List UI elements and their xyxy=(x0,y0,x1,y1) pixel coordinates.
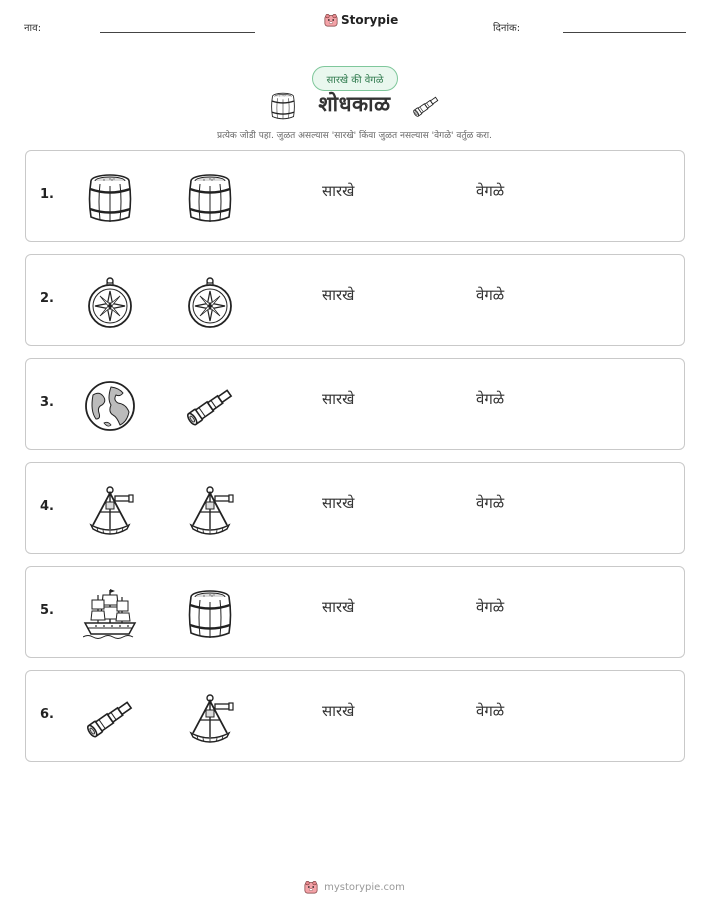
option-different[interactable]: वेगळे xyxy=(476,286,505,304)
barrel-icon xyxy=(183,171,237,225)
question-number: 2. xyxy=(40,291,54,306)
footer xyxy=(0,880,709,894)
name-field-line[interactable] xyxy=(100,32,255,33)
telescope-icon xyxy=(83,691,137,745)
telescope-icon xyxy=(183,379,237,433)
date-field-line[interactable] xyxy=(563,32,686,33)
question-row xyxy=(25,254,685,346)
barrel-icon xyxy=(183,587,237,641)
option-different[interactable]: वेगळे xyxy=(476,598,505,616)
option-same[interactable]: सारखे xyxy=(322,286,355,304)
option-same[interactable]: सारखे xyxy=(322,182,355,200)
telescope-icon xyxy=(410,91,442,121)
question-row xyxy=(25,150,685,242)
question-number: 3. xyxy=(40,395,54,410)
name-label: नाव: xyxy=(24,23,42,34)
question-row xyxy=(25,566,685,658)
option-same[interactable]: सारखे xyxy=(322,494,355,512)
brand-name: Storypie xyxy=(341,13,399,27)
question-number: 6. xyxy=(40,707,54,722)
option-different[interactable]: वेगळे xyxy=(476,494,505,512)
question-number: 5. xyxy=(40,603,54,618)
option-same[interactable]: सारखे xyxy=(322,702,355,720)
brand-logo xyxy=(324,13,398,27)
question-number: 1. xyxy=(40,187,54,202)
storypie-mascot-icon xyxy=(304,880,318,894)
question-list xyxy=(25,150,685,774)
barrel-icon xyxy=(83,171,137,225)
sextant-icon xyxy=(183,483,237,537)
storypie-mascot-icon xyxy=(324,13,338,27)
question-row xyxy=(25,462,685,554)
question-number: 4. xyxy=(40,499,54,514)
option-different[interactable]: वेगळे xyxy=(476,182,505,200)
option-different[interactable]: वेगळे xyxy=(476,390,505,408)
title-row xyxy=(0,88,709,124)
question-row xyxy=(25,670,685,762)
globe-icon xyxy=(83,379,137,433)
page-title: शोधकाळ xyxy=(318,92,391,116)
question-row xyxy=(25,358,685,450)
ship-icon xyxy=(83,587,137,641)
option-same[interactable]: सारखे xyxy=(322,598,355,616)
option-different[interactable]: वेगळे xyxy=(476,702,505,720)
option-same[interactable]: सारखे xyxy=(322,390,355,408)
footer-site[interactable]: mystorypie.com xyxy=(324,881,405,893)
compass-icon xyxy=(83,275,137,329)
instructions: प्रत्येक जोडी पहा. जुळत असल्यास 'सारखे' किंवा जुळत नसल्यास 'वेगळे' वर्तुळ करा. xyxy=(216,131,492,141)
compass-icon xyxy=(183,275,237,329)
date-label: दिनांक: xyxy=(493,23,521,34)
topic-tag: सारखे की वेगळे xyxy=(312,66,398,91)
sextant-icon xyxy=(83,483,137,537)
sextant-icon xyxy=(183,691,237,745)
